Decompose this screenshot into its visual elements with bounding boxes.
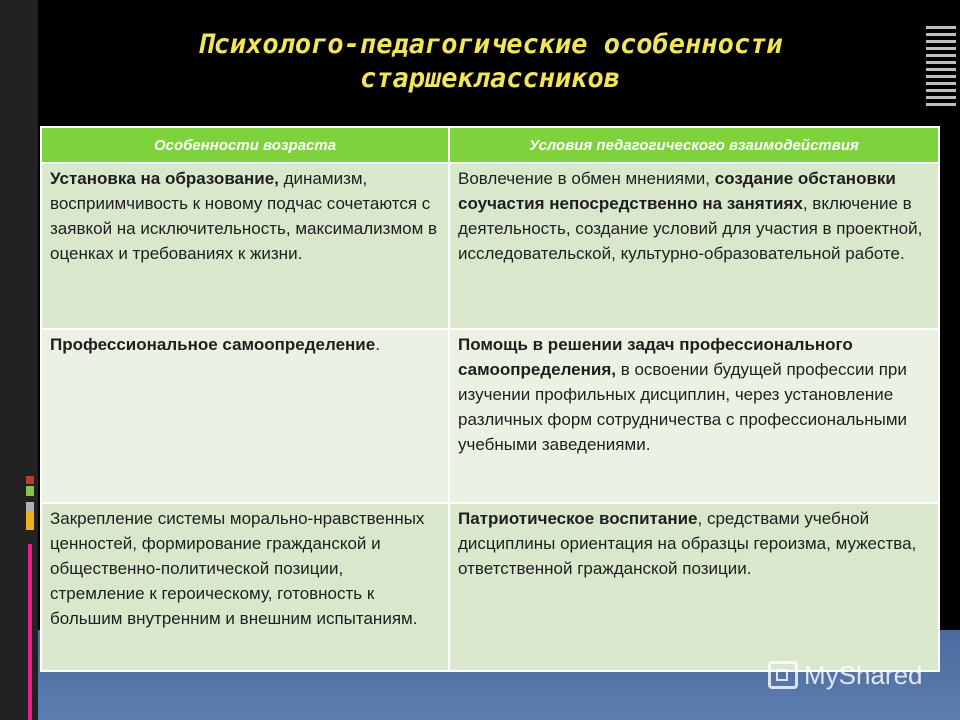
- header-age-features: Особенности возраста: [41, 127, 449, 163]
- features-table: [40, 126, 940, 672]
- cell-age-feature: [41, 503, 449, 671]
- cell-text: в освоении будущей профессии при изучении профильных дисциплин, через установление различных форм сотрудничества с профессиональными учебными заведениями.: [458, 360, 908, 454]
- slide-title-line2: старшеклассников: [359, 63, 621, 94]
- decor-mark: [26, 486, 34, 496]
- decor-mark: [26, 476, 34, 484]
- cell-text: .: [375, 335, 380, 354]
- cell-text: , включение в деятельность, создание условий для участия в проектной, исследовательской, культурно-образовательной работе.: [458, 194, 923, 263]
- cell-bold-text: Профессиональное самоопределение: [50, 335, 376, 354]
- decor-mark: [28, 544, 32, 720]
- watermark-text: MyShared: [804, 659, 923, 690]
- cell-condition: [449, 503, 939, 671]
- cell-age-feature: [41, 329, 449, 503]
- cell-bold-text: Патриотическое воспитание: [458, 509, 698, 528]
- table-row: [41, 329, 939, 503]
- presentation-icon: [768, 661, 798, 689]
- cell-condition: [449, 163, 939, 329]
- cell-text: Закрепление системы морально-нравственных ценностей, формирование гражданской и общественно-политической позиции, стремление к героическому, готовность к большим внутренним и внешним испытаниям.: [50, 509, 425, 628]
- table-header-row: [41, 127, 939, 163]
- table-row: [41, 503, 939, 671]
- cell-bold-text: Помощь в решении задач профессионального самоопределения,: [458, 335, 853, 379]
- decor-stripes: [926, 26, 956, 110]
- decor-mark: [26, 512, 34, 530]
- left-decor-strip: [0, 0, 38, 720]
- cell-text: Вовлечение в обмен мнениями,: [458, 169, 715, 188]
- decor-mark: [26, 502, 34, 512]
- cell-bold-text: Установка на образование,: [50, 169, 279, 188]
- watermark: [768, 658, 923, 692]
- slide-title: [60, 28, 920, 96]
- table-row: [41, 163, 939, 329]
- cell-condition: [449, 329, 939, 503]
- cell-text: динамизм, восприимчивость к новому подчас сочетаются с заявкой на исключительность, максимализмом в оценках и требованиях к жизни.: [50, 169, 438, 263]
- cell-age-feature: [41, 163, 449, 329]
- slide-title-line1: Психолого-педагогические особенности: [197, 29, 783, 60]
- cell-bold-text: создание обстановки соучастия непосредственно на занятиях: [458, 169, 896, 213]
- header-pedagogical-conditions: Условия педагогического взаимодействия: [449, 127, 939, 163]
- cell-text: , средствами учебной дисциплины ориентация на образцы героизма, мужества, ответственной гражданской позиции.: [458, 509, 917, 578]
